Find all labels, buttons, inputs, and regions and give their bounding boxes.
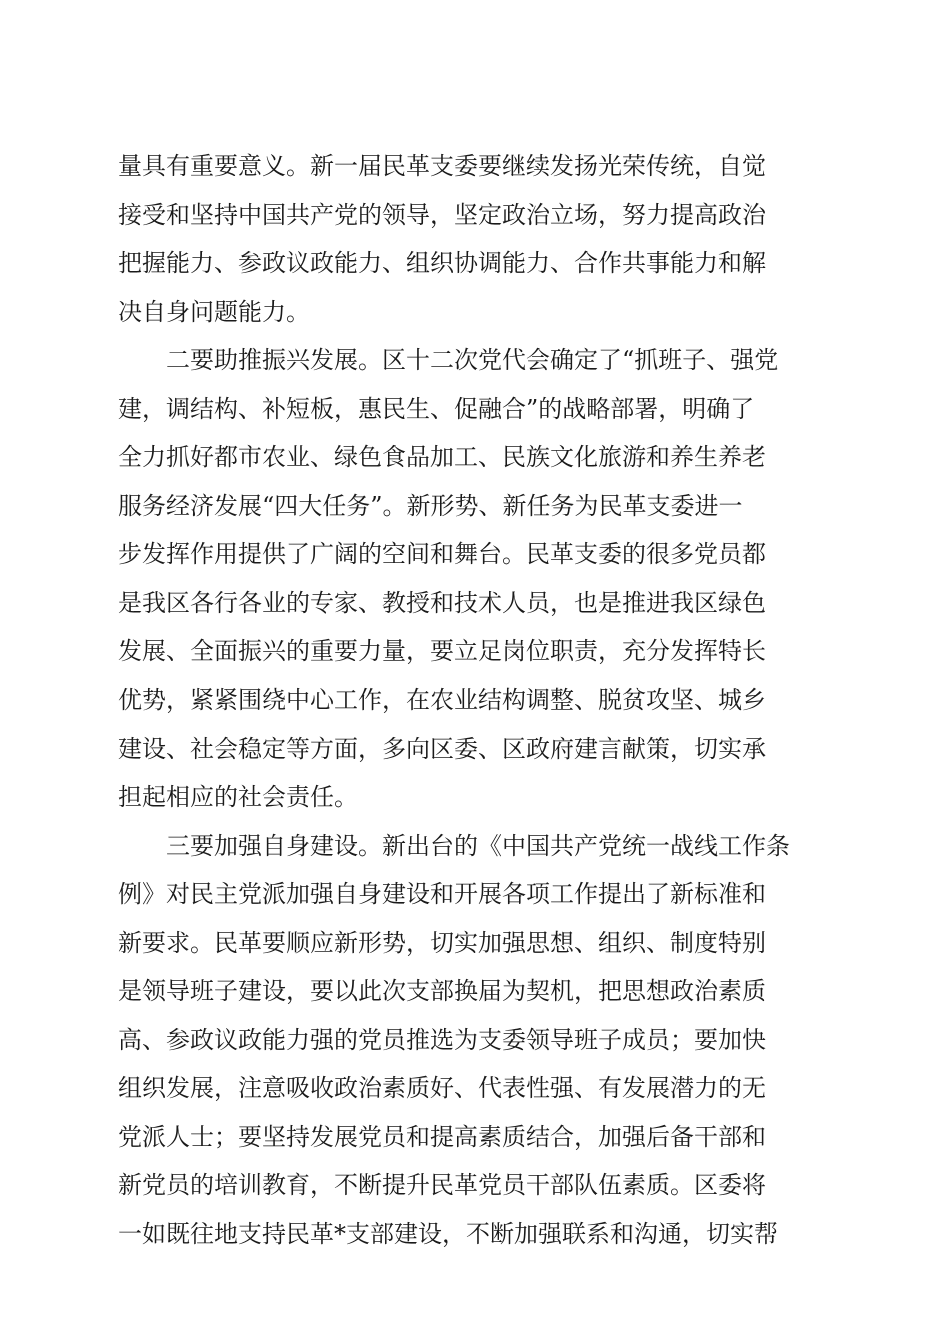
text-line: 决自身问题能力。 bbox=[118, 297, 310, 326]
text-line: 例》对民主党派加强自身建设和开展各项工作提出了新标准和 bbox=[118, 880, 766, 909]
document-body bbox=[118, 142, 834, 1259]
text-line: 组织发展，注意吸收政治素质好、代表性强、有发展潜力的无 bbox=[118, 1074, 766, 1103]
text-line: 党派人士；要坚持发展党员和提高素质结合，加强后备干部和 bbox=[118, 1122, 766, 1151]
text-line: 建设、社会稳定等方面，多向区委、区政府建言献策，切实承 bbox=[118, 734, 766, 763]
paragraph-start-line: 二要助推振兴发展。区十二次党代会确定了“抓班子、强党 bbox=[118, 346, 779, 375]
text-line: 接受和坚持中国共产党的领导，坚定政治立场，努力提高政治 bbox=[118, 200, 766, 229]
text-line: 是我区各行各业的专家、教授和技术人员，也是推进我区绿色 bbox=[118, 588, 766, 617]
text-line: 一如既往地支持民革*支部建设，不断加强联系和沟通，切实帮 bbox=[118, 1220, 778, 1249]
text-line: 把握能力、参政议政能力、组织协调能力、合作共事能力和解 bbox=[118, 249, 766, 278]
paragraph-start-line: 三要加强自身建设。新出台的《中国共产党统一战线工作条 bbox=[118, 831, 790, 860]
text-line: 优势，紧紧围绕中心工作，在农业结构调整、脱贫攻坚、城乡 bbox=[118, 686, 766, 715]
text-line: 担起相应的社会责任。 bbox=[118, 783, 358, 812]
text-line: 新党员的培训教育，不断提升民革党员干部队伍素质。区委将 bbox=[118, 1171, 766, 1200]
text-line: 全力抓好都市农业、绿色食品加工、民族文化旅游和养生养老 bbox=[118, 443, 766, 472]
text-line: 服务经济发展“四大任务”。新形势、新任务为民革支委进一 bbox=[118, 491, 743, 520]
text-line: 是领导班子建设，要以此次支部换届为契机，把思想政治素质 bbox=[118, 977, 766, 1006]
text-line: 建，调结构、补短板，惠民生、促融合”的战略部署，明确了 bbox=[118, 394, 755, 423]
text-line: 步发挥作用提供了广阔的空间和舞台。民革支委的很多党员都 bbox=[118, 540, 766, 569]
text-line: 高、参政议政能力强的党员推选为支委领导班子成员；要加快 bbox=[118, 1025, 766, 1054]
text-line: 新要求。民革要顺应新形势，切实加强思想、组织、制度特别 bbox=[118, 928, 766, 957]
text-line: 量具有重要意义。新一届民革支委要继续发扬光荣传统，自觉 bbox=[118, 152, 766, 180]
text-line: 发展、全面振兴的重要力量，要立足岗位职责，充分发挥特长 bbox=[118, 637, 766, 666]
